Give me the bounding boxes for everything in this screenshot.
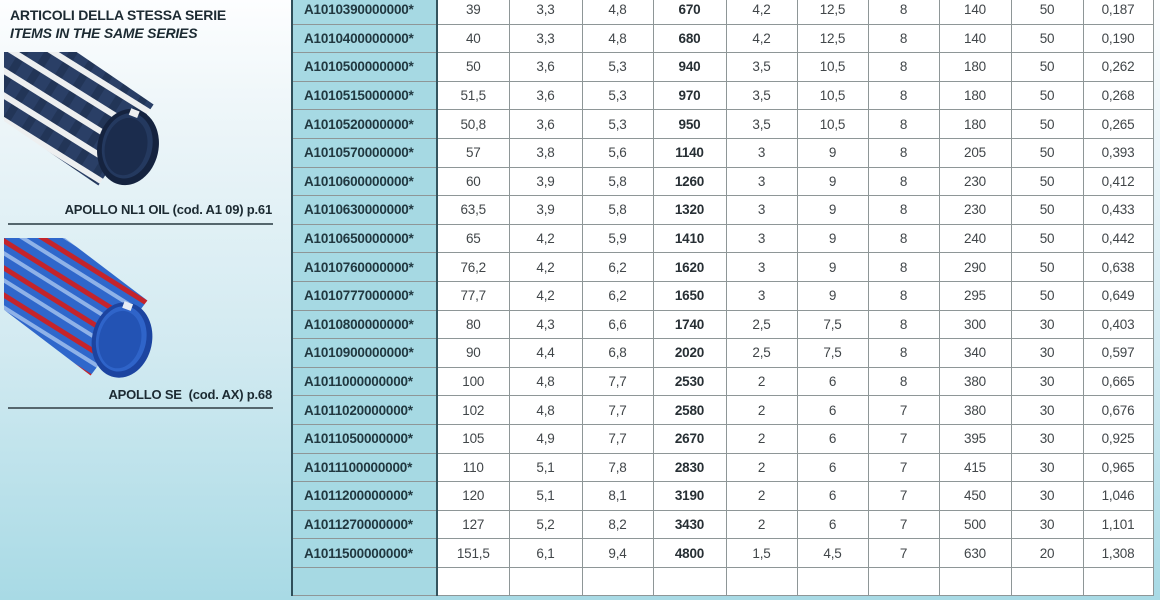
value-cell: 0,262 (1083, 53, 1153, 82)
value-cell: 6,2 (582, 281, 653, 310)
value-cell: 40 (437, 24, 509, 53)
value-cell: 76,2 (437, 253, 509, 282)
value-cell-bold: 1620 (653, 253, 726, 282)
table-row (292, 196, 1153, 225)
value-cell: 7 (868, 482, 939, 511)
value-cell: 8,1 (582, 482, 653, 511)
value-cell: 450 (939, 482, 1011, 511)
value-cell: 8 (868, 53, 939, 82)
product-figure-apollo-se (4, 238, 164, 388)
value-cell: 3,5 (726, 53, 797, 82)
value-cell: 9,4 (582, 539, 653, 568)
value-cell: 77,7 (437, 281, 509, 310)
value-cell: 105 (437, 424, 509, 453)
value-cell: 50 (1011, 253, 1083, 282)
value-cell: 8 (868, 224, 939, 253)
value-cell: 0,393 (1083, 138, 1153, 167)
value-cell: 3 (726, 138, 797, 167)
value-cell-bold: 2580 (653, 396, 726, 425)
value-cell: 1,101 (1083, 510, 1153, 539)
value-cell: 3 (726, 196, 797, 225)
product-code-cell: A1010390000000* (292, 0, 437, 24)
value-cell: 7 (868, 539, 939, 568)
value-cell: 3,9 (509, 196, 582, 225)
divider-rule-2 (8, 407, 273, 409)
value-cell: 50 (1011, 224, 1083, 253)
value-cell: 50 (437, 53, 509, 82)
product-code-cell: A1010600000000* (292, 167, 437, 196)
product-code-cell (292, 567, 437, 596)
value-cell: 2,5 (726, 310, 797, 339)
value-cell: 290 (939, 253, 1011, 282)
value-cell: 50 (1011, 196, 1083, 225)
value-cell: 340 (939, 339, 1011, 368)
value-cell: 8 (868, 281, 939, 310)
value-cell: 140 (939, 24, 1011, 53)
value-cell (1011, 567, 1083, 596)
value-cell: 380 (939, 367, 1011, 396)
value-cell: 0,187 (1083, 0, 1153, 24)
value-cell: 50 (1011, 138, 1083, 167)
value-cell: 3,5 (726, 81, 797, 110)
value-cell: 7 (868, 510, 939, 539)
value-cell: 8 (868, 253, 939, 282)
product-code-cell: A1010777000000* (292, 281, 437, 310)
value-cell: 100 (437, 367, 509, 396)
value-cell-bold: 1320 (653, 196, 726, 225)
table-row (292, 482, 1153, 511)
product-code-cell: A1010630000000* (292, 196, 437, 225)
value-cell: 0,649 (1083, 281, 1153, 310)
value-cell-bold: 1650 (653, 281, 726, 310)
divider-rule-1 (8, 223, 273, 225)
value-cell: 30 (1011, 424, 1083, 453)
sidebar (0, 0, 291, 600)
value-cell: 5,8 (582, 167, 653, 196)
value-cell: 9 (797, 224, 868, 253)
table-row (292, 453, 1153, 482)
value-cell-bold: 970 (653, 81, 726, 110)
value-cell: 8 (868, 24, 939, 53)
table-row (292, 110, 1153, 139)
value-cell-bold: 2830 (653, 453, 726, 482)
value-cell: 6 (797, 453, 868, 482)
value-cell: 7 (868, 396, 939, 425)
value-cell: 5,8 (582, 196, 653, 225)
value-cell: 180 (939, 81, 1011, 110)
value-cell: 50 (1011, 24, 1083, 53)
value-cell: 30 (1011, 367, 1083, 396)
product-code-cell: A1011500000000* (292, 539, 437, 568)
value-cell-bold: 1140 (653, 138, 726, 167)
value-cell-bold: 1410 (653, 224, 726, 253)
value-cell: 0,676 (1083, 396, 1153, 425)
value-cell: 6,1 (509, 539, 582, 568)
value-cell (582, 567, 653, 596)
value-cell: 7 (868, 453, 939, 482)
value-cell: 6 (797, 396, 868, 425)
value-cell: 4,2 (726, 0, 797, 24)
value-cell-bold (653, 567, 726, 596)
value-cell: 1,5 (726, 539, 797, 568)
value-cell: 7 (868, 424, 939, 453)
value-cell: 0,597 (1083, 339, 1153, 368)
value-cell: 0,412 (1083, 167, 1153, 196)
value-cell: 3 (726, 167, 797, 196)
value-cell: 4,8 (509, 367, 582, 396)
value-cell: 4,4 (509, 339, 582, 368)
value-cell (797, 567, 868, 596)
value-cell: 3,6 (509, 110, 582, 139)
value-cell: 4,8 (582, 24, 653, 53)
value-cell-bold: 2530 (653, 367, 726, 396)
value-cell: 4,3 (509, 310, 582, 339)
value-cell: 3,9 (509, 167, 582, 196)
value-cell: 4,2 (509, 281, 582, 310)
value-cell: 2 (726, 424, 797, 453)
product-code-cell: A1010500000000* (292, 53, 437, 82)
spec-table-container (291, 0, 1154, 596)
product-code-cell: A1010400000000* (292, 24, 437, 53)
value-cell: 0,190 (1083, 24, 1153, 53)
value-cell: 5,3 (582, 110, 653, 139)
value-cell: 12,5 (797, 24, 868, 53)
value-cell: 0,403 (1083, 310, 1153, 339)
value-cell: 0,433 (1083, 196, 1153, 225)
value-cell: 3,3 (509, 0, 582, 24)
value-cell: 50 (1011, 0, 1083, 24)
table-row (292, 424, 1153, 453)
value-cell: 39 (437, 0, 509, 24)
value-cell: 6 (797, 482, 868, 511)
table-row (292, 539, 1153, 568)
value-cell: 120 (437, 482, 509, 511)
product-code-cell: A1011050000000* (292, 424, 437, 453)
value-cell: 9 (797, 253, 868, 282)
value-cell-bold: 2670 (653, 424, 726, 453)
value-cell: 0,442 (1083, 224, 1153, 253)
table-row (292, 367, 1153, 396)
value-cell: 12,5 (797, 0, 868, 24)
product-code-cell: A1011200000000* (292, 482, 437, 511)
table-row (292, 567, 1153, 596)
product-caption-apollo-nl1-oil: APOLLO NL1 OIL (cod. A1 09) p.61 (64, 202, 272, 217)
value-cell: 4,2 (726, 24, 797, 53)
value-cell (726, 567, 797, 596)
value-cell-bold: 1740 (653, 310, 726, 339)
product-code-cell: A1011100000000* (292, 453, 437, 482)
value-cell: 2 (726, 482, 797, 511)
value-cell: 5,3 (582, 53, 653, 82)
series-title-italian: ARTICOLI DELLA STESSA SERIE (10, 7, 227, 23)
value-cell: 8 (868, 367, 939, 396)
value-cell: 180 (939, 53, 1011, 82)
value-cell: 30 (1011, 396, 1083, 425)
table-row (292, 310, 1153, 339)
value-cell: 9 (797, 196, 868, 225)
value-cell (437, 567, 509, 596)
value-cell: 8 (868, 81, 939, 110)
value-cell (509, 567, 582, 596)
value-cell: 7,7 (582, 424, 653, 453)
value-cell: 50,8 (437, 110, 509, 139)
product-code-cell: A1011020000000* (292, 396, 437, 425)
table-row (292, 339, 1153, 368)
value-cell: 5,9 (582, 224, 653, 253)
table-row (292, 24, 1153, 53)
product-code-cell: A1010800000000* (292, 310, 437, 339)
value-cell: 8 (868, 310, 939, 339)
value-cell: 5,1 (509, 453, 582, 482)
product-code-cell: A1010515000000* (292, 81, 437, 110)
spec-table (291, 0, 1154, 596)
value-cell: 30 (1011, 310, 1083, 339)
value-cell: 6 (797, 510, 868, 539)
value-cell: 6,8 (582, 339, 653, 368)
table-row (292, 510, 1153, 539)
value-cell: 60 (437, 167, 509, 196)
product-caption-apollo-se: APOLLO SE (cod. AX) p.68 (108, 387, 272, 402)
value-cell: 30 (1011, 482, 1083, 511)
value-cell: 2 (726, 453, 797, 482)
value-cell: 7,7 (582, 396, 653, 425)
value-cell: 9 (797, 138, 868, 167)
value-cell: 50 (1011, 167, 1083, 196)
value-cell: 240 (939, 224, 1011, 253)
product-code-cell: A1010760000000* (292, 253, 437, 282)
value-cell: 6 (797, 424, 868, 453)
value-cell: 2,5 (726, 339, 797, 368)
value-cell: 2 (726, 367, 797, 396)
table-row (292, 253, 1153, 282)
value-cell: 8,2 (582, 510, 653, 539)
value-cell: 5,2 (509, 510, 582, 539)
value-cell-bold: 2020 (653, 339, 726, 368)
value-cell: 0,268 (1083, 81, 1153, 110)
value-cell: 180 (939, 110, 1011, 139)
value-cell: 3,6 (509, 81, 582, 110)
value-cell: 30 (1011, 339, 1083, 368)
value-cell: 230 (939, 196, 1011, 225)
table-row (292, 396, 1153, 425)
value-cell-bold: 940 (653, 53, 726, 82)
value-cell: 90 (437, 339, 509, 368)
table-row (292, 0, 1153, 24)
value-cell (1083, 567, 1153, 596)
value-cell-bold: 950 (653, 110, 726, 139)
value-cell: 80 (437, 310, 509, 339)
value-cell: 4,2 (509, 224, 582, 253)
value-cell: 8 (868, 110, 939, 139)
value-cell: 3,6 (509, 53, 582, 82)
value-cell: 3 (726, 224, 797, 253)
value-cell: 2 (726, 396, 797, 425)
value-cell: 65 (437, 224, 509, 253)
series-title (10, 6, 226, 42)
product-code-cell: A1010900000000* (292, 339, 437, 368)
product-code-cell: A1011000000000* (292, 367, 437, 396)
value-cell: 230 (939, 167, 1011, 196)
value-cell: 20 (1011, 539, 1083, 568)
value-cell: 630 (939, 539, 1011, 568)
value-cell: 6,6 (582, 310, 653, 339)
value-cell: 1,308 (1083, 539, 1153, 568)
series-title-english: ITEMS IN THE SAME SERIES (10, 25, 198, 41)
value-cell: 8 (868, 138, 939, 167)
value-cell: 50 (1011, 281, 1083, 310)
table-row (292, 281, 1153, 310)
value-cell: 0,638 (1083, 253, 1153, 282)
value-cell: 3,8 (509, 138, 582, 167)
value-cell: 6,2 (582, 253, 653, 282)
product-code-cell: A1010520000000* (292, 110, 437, 139)
hose-image-apollo-nl1-oil (4, 52, 176, 202)
value-cell (939, 567, 1011, 596)
value-cell: 8 (868, 339, 939, 368)
value-cell: 51,5 (437, 81, 509, 110)
value-cell: 30 (1011, 453, 1083, 482)
value-cell: 9 (797, 167, 868, 196)
value-cell: 300 (939, 310, 1011, 339)
value-cell: 7,7 (582, 367, 653, 396)
value-cell: 10,5 (797, 53, 868, 82)
value-cell: 5,6 (582, 138, 653, 167)
value-cell: 110 (437, 453, 509, 482)
value-cell: 0,265 (1083, 110, 1153, 139)
value-cell: 205 (939, 138, 1011, 167)
value-cell: 0,925 (1083, 424, 1153, 453)
value-cell: 3 (726, 253, 797, 282)
value-cell: 63,5 (437, 196, 509, 225)
value-cell: 102 (437, 396, 509, 425)
value-cell: 415 (939, 453, 1011, 482)
value-cell: 50 (1011, 53, 1083, 82)
value-cell: 10,5 (797, 81, 868, 110)
value-cell-bold: 4800 (653, 539, 726, 568)
value-cell: 0,965 (1083, 453, 1153, 482)
value-cell: 4,8 (509, 396, 582, 425)
value-cell: 380 (939, 396, 1011, 425)
value-cell: 8 (868, 196, 939, 225)
product-code-cell: A1010570000000* (292, 138, 437, 167)
hose-image-apollo-se (4, 238, 164, 388)
table-row (292, 53, 1153, 82)
value-cell: 8 (868, 0, 939, 24)
value-cell: 0,665 (1083, 367, 1153, 396)
value-cell: 5,3 (582, 81, 653, 110)
value-cell: 295 (939, 281, 1011, 310)
value-cell: 10,5 (797, 110, 868, 139)
value-cell: 140 (939, 0, 1011, 24)
value-cell: 2 (726, 510, 797, 539)
value-cell-bold: 3430 (653, 510, 726, 539)
value-cell: 4,5 (797, 539, 868, 568)
value-cell-bold: 670 (653, 0, 726, 24)
table-row (292, 167, 1153, 196)
value-cell: 395 (939, 424, 1011, 453)
value-cell: 5,1 (509, 482, 582, 511)
value-cell: 151,5 (437, 539, 509, 568)
table-row (292, 224, 1153, 253)
value-cell: 9 (797, 281, 868, 310)
product-code-cell: A1010650000000* (292, 224, 437, 253)
value-cell-bold: 3190 (653, 482, 726, 511)
value-cell: 3 (726, 281, 797, 310)
value-cell: 6 (797, 367, 868, 396)
value-cell: 7,5 (797, 310, 868, 339)
value-cell: 57 (437, 138, 509, 167)
value-cell: 4,9 (509, 424, 582, 453)
value-cell: 4,8 (582, 0, 653, 24)
value-cell: 1,046 (1083, 482, 1153, 511)
spec-table-body (292, 0, 1153, 596)
table-row (292, 81, 1153, 110)
table-row (292, 138, 1153, 167)
value-cell (868, 567, 939, 596)
value-cell: 500 (939, 510, 1011, 539)
product-code-cell: A1011270000000* (292, 510, 437, 539)
value-cell: 7,8 (582, 453, 653, 482)
value-cell: 127 (437, 510, 509, 539)
value-cell: 8 (868, 167, 939, 196)
value-cell-bold: 1260 (653, 167, 726, 196)
product-figure-apollo-nl1-oil (4, 52, 176, 202)
value-cell: 3,5 (726, 110, 797, 139)
value-cell: 7,5 (797, 339, 868, 368)
value-cell: 50 (1011, 110, 1083, 139)
value-cell: 50 (1011, 81, 1083, 110)
value-cell: 30 (1011, 510, 1083, 539)
value-cell: 4,2 (509, 253, 582, 282)
value-cell-bold: 680 (653, 24, 726, 53)
value-cell: 3,3 (509, 24, 582, 53)
